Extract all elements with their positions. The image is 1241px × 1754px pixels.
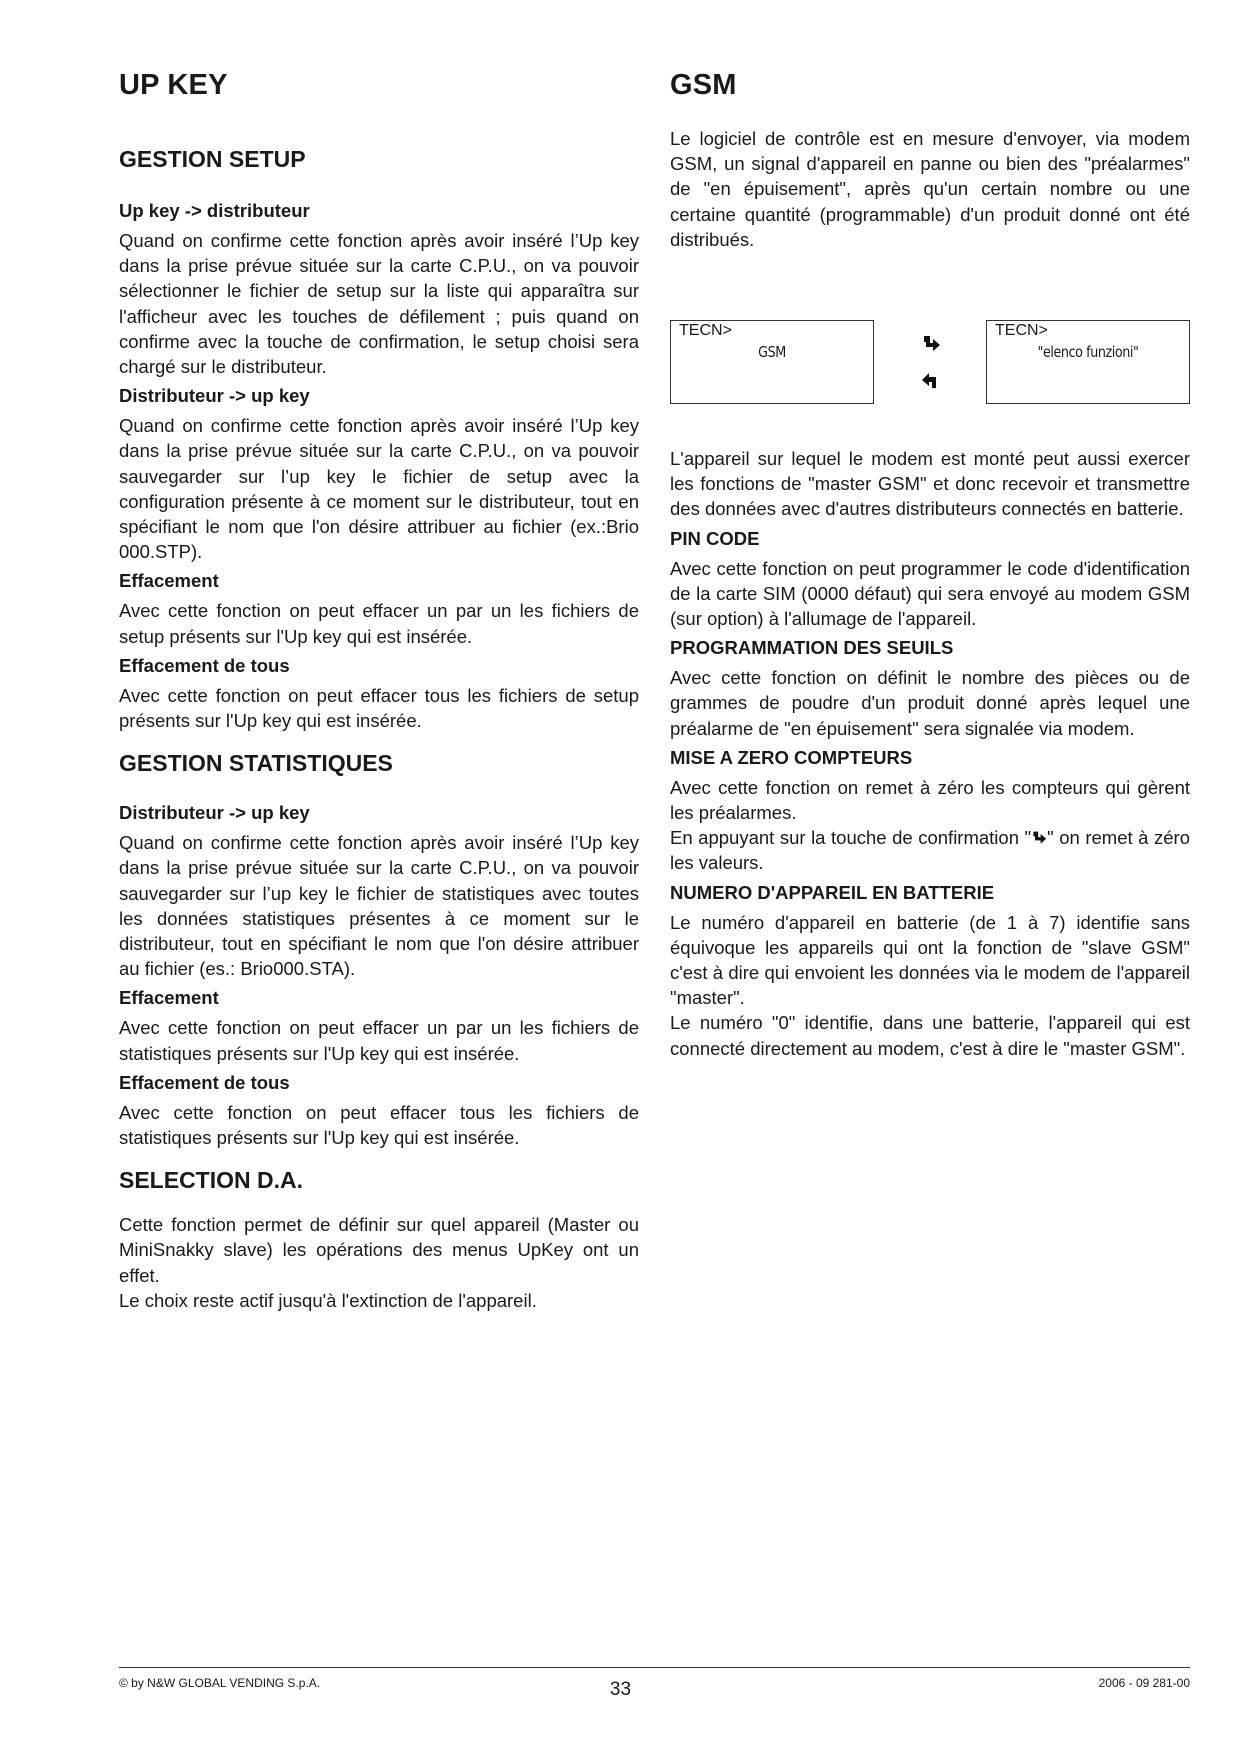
left-column [119,62,639,1313]
paragraph-programmation-seuils: Avec cette fonction on définit le nombre des pièces ou de grammes de poudre d'un produit donné après lequel une préalarme de "en épuisement" sera signalée via modem. [670,667,1190,739]
paragraph-effacement: Avec cette fonction on peut effacer un par un les fichiers de setup présents sur l'Up key qui est insérée. [119,600,639,647]
page-number: 33 [609,1679,632,1700]
subheading-numero-appareil: NUMERO D'APPAREIL EN BATTERIE [670,881,995,903]
display-box-tecn-gsm [670,320,874,404]
footer-doc-code: 2006 - 09 281-00 [1098,1676,1190,1690]
subheading-stat-distributeur-to-upkey: Distributeur -> up key [119,802,310,824]
display-line-1: TECN> [679,322,732,340]
paragraph-selection-da: Cette fonction permet de définir sur quel appareil (Master ou MiniSnakky slave) les opérations des menus UpKey ont un effet. Le choix reste actif jusqu'à l'extinction de l'appareil. [119,1214,639,1311]
subheading-distributeur-to-upkey: Distributeur -> up key [119,385,310,407]
footer-copyright: © by N&W GLOBAL VENDING S.p.A. [119,1676,321,1690]
subheading-stat-effacement-de-tous: Effacement de tous [119,1071,290,1093]
paragraph-stat-effacement-de-tous: Avec cette fonction on peut effacer tous les fichiers de statistiques présents sur l'Up key qui est insérée. [119,1101,639,1149]
subheading-programmation-seuils: PROGRAMMATION DES SEUILS [670,637,954,659]
subheading-pin-code: PIN CODE [670,527,760,549]
display-line-1: TECN> [995,322,1048,340]
back-arrow-icon [921,370,941,390]
section-heading-selection-da: SELECTION D.A. [119,1167,304,1194]
section-heading-gestion-statistiques: GESTION STATISTIQUES [119,750,393,777]
display-line-2: GSM [758,343,786,362]
paragraph-distributeur-to-upkey: Quand on confirme cette fonction après avoir inséré l’Up key dans la prise prévue située sur la carte C.P.U., on va pouvoir sauvegarder sur l’up key le fichier de setup avec la configuration présente à ce moment sur le distributeur, tout en spécifiant le nom que l'on désire attribuer au fichier (ex.:Brio 000.STP). [119,415,639,563]
paragraph-numero-appareil: Le numéro d'appareil en batterie (de 1 à 7) identifie sans équivoque les appareils qui ont la fonction de "slave GSM" c'est à dire qui envoient les données via le modem de l'appareil "master". Le numéro "0" identifie, dans une batterie, l'appareil qui est connecté directement au modem, c'est à dire le "master GSM". [670,911,1190,1059]
paragraph-mise-a-zero-2 [670,825,1190,875]
paragraph-stat-distributeur-to-upkey: Quand on confirme cette fonction après avoir inséré l’Up key dans la prise prévue située sur la carte C.P.U., on va pouvoir sauvegarder sur l’up key le fichier de statistiques avec toutes les données statistiques présentes à ce moment sur le distributeur, tout en spécifiant le nom que l'on désire attribuer au fichier (es.: Brio000.STA). [119,832,639,980]
display-line-2: "elenco funzioni" [1037,343,1139,362]
display-diagram [670,320,1190,408]
subheading-stat-effacement: Effacement [119,987,219,1009]
page-title: UP KEY [119,69,228,101]
paragraph-stat-effacement: Avec cette fonction on peut effacer un par un les fichiers de statistiques présents sur l'Up key qui est insérée. [119,1017,639,1064]
paragraph-master-gsm: L'appareil sur lequel le modem est monté peut aussi exercer les fonctions de "master GSM" et donc recevoir et transmettre des données avec d'autres distributeurs connectés en batterie. [670,448,1190,520]
display-box-tecn-elenco [986,320,1190,404]
subheading-mise-a-zero: MISE A ZERO COMPTEURS [670,746,913,768]
section-title-gsm: GSM [670,69,737,101]
paragraph-effacement-de-tous: Avec cette fonction on peut effacer tous les fichiers de setup présents sur l'Up key qui est insérée. [119,684,639,732]
subheading-upkey-to-distributeur: Up key -> distributeur [119,200,310,221]
paragraph-mise-a-zero-1: Avec cette fonction on remet à zéro les compteurs qui gèrent les préalarmes. [670,776,1190,824]
text-part: " on remet à zéro les valeurs. [670,827,1190,874]
section-heading-gestion-setup: GESTION SETUP [119,146,306,172]
footer-divider [119,1667,1190,1668]
confirm-arrow-icon [921,334,941,354]
subheading-effacement-de-tous: Effacement de tous [119,654,290,676]
confirm-key-icon [1031,830,1047,846]
paragraph-gsm-intro: Le logiciel de contrôle est en mesure d'envoyer, via modem GSM, un signal d'appareil en panne ou bien des "préalarmes" de "en épuisement", après qu'un certain nombre ou une certaine quantité (programmable) d'un produit donné ont été distribués. [670,128,1190,250]
paragraph-pin-code: Avec cette fonction on peut programmer le code d'identification de la carte SIM (0000 défaut) qui sera envoyé au modem GSM (sur option) à l'allumage de l'appareil. [670,557,1190,630]
right-column [670,62,1190,1061]
paragraph-upkey-to-distributeur: Quand on confirme cette fonction après avoir inséré l’Up key dans la prise prévue située sur la carte C.P.U., on va pouvoir sélectionner le fichier de setup sur la liste qui apparaîtra sur l'afficheur avec les touches de défilement ; puis quand on confirme avec la touche de confirmation, le setup choisi sera chargé sur le distributeur. [119,230,639,378]
text-part: En appuyant sur la touche de confirmation " [670,827,1032,849]
subheading-effacement: Effacement [119,570,219,592]
